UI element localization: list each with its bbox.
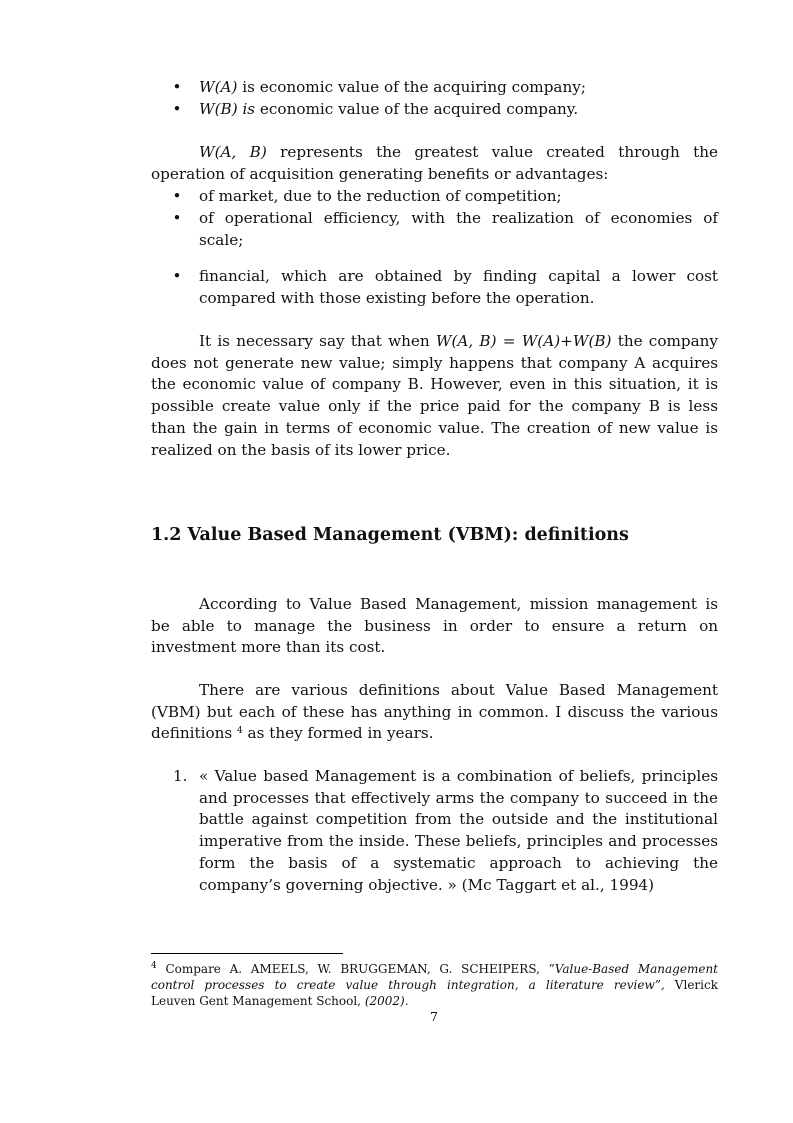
bullet-item-wa: • W(A) is economic value of the acquiring company; [199, 77, 718, 99]
paragraph-wab [151, 142, 718, 185]
advantage-item: • financial, which are obtained by finding capital a lower cost compared with those existing before the operation. [172, 267, 718, 307]
text-line: be able to manage the business in order to ensure a return on [151, 616, 718, 635]
text-line: (VBM) but each of these has anything in common. I discuss the various [151, 702, 718, 721]
text-line: operation of acquisition generating benefits or advantages: [151, 164, 609, 183]
text-line: investment more than its cost. [151, 638, 386, 657]
paragraph-new-value [151, 331, 718, 461]
text-line: the economic value of company B. However, even in this situation, it is [151, 375, 718, 394]
text-line: definitions $^4$ as they formed in years. [151, 724, 434, 743]
paragraph-vbm-mission [151, 594, 718, 659]
footnote-line: $^4$ Compare A. AMEELS, W. BRUGGEMAN, G. SCHEIPERS, ”Value-Based Management [151, 961, 718, 976]
bullet-icon: • [172, 209, 182, 227]
text-line: possible create value only if the price paid for the company B is less [151, 397, 718, 416]
bullet-icon: • [172, 267, 182, 285]
text-line: realized on the basis of its lower price. [151, 440, 451, 459]
advantage-item: • of market, due to the reduction of competition; [199, 186, 718, 208]
paragraph-definitions [151, 680, 718, 745]
text-line: There are various definitions about Value Based Management [199, 681, 718, 699]
bullet-icon: • [172, 78, 182, 96]
advantage-item: • of operational efficiency, with the realization of economies of scale; [172, 209, 718, 249]
footnote [151, 961, 718, 1009]
section-heading: 1.2 Value Based Management (VBM): definitions [151, 525, 629, 545]
text-line: W(A, B) represents the greatest value created through the [199, 143, 719, 161]
text-line: According to Value Based Management, mission management is [199, 595, 718, 613]
definition-item: 1. « Value based Management is a combination of beliefs, principles and processes that effectively arms the company to succeed in the battle against competition from the outside and the institutional imperative from the inside. These beliefs, principles and processes form the basis of a systematic approach to achieving the company’s governing objective. » (Mc Taggart et al., 1994) [173, 767, 718, 894]
list-number: 1. [173, 767, 188, 785]
text-line: does not generate new value; simply happens that company A acquires [151, 353, 718, 372]
text-line: It is necessary say that when W(A, B) = W(A)+W(B) the company [199, 332, 718, 350]
text-line: than the gain in terms of economic value. The creation of new value is [151, 418, 718, 437]
footnote-marker: 4 [151, 961, 157, 971]
footnote-reference[interactable]: 4 [237, 726, 243, 737]
footnote-line: Leuven Gent Management School, (2002). [151, 994, 409, 1008]
bullet-item-wb: • W(B) is economic value of the acquired company. [199, 99, 718, 121]
bullet-icon: • [172, 100, 182, 118]
bullet-icon: • [172, 187, 182, 205]
footnote-divider [151, 953, 343, 954]
page-number: 7 [430, 1009, 438, 1024]
footnote-line: control processes to create value through integration, a literature review”, Vlerick [151, 978, 718, 992]
